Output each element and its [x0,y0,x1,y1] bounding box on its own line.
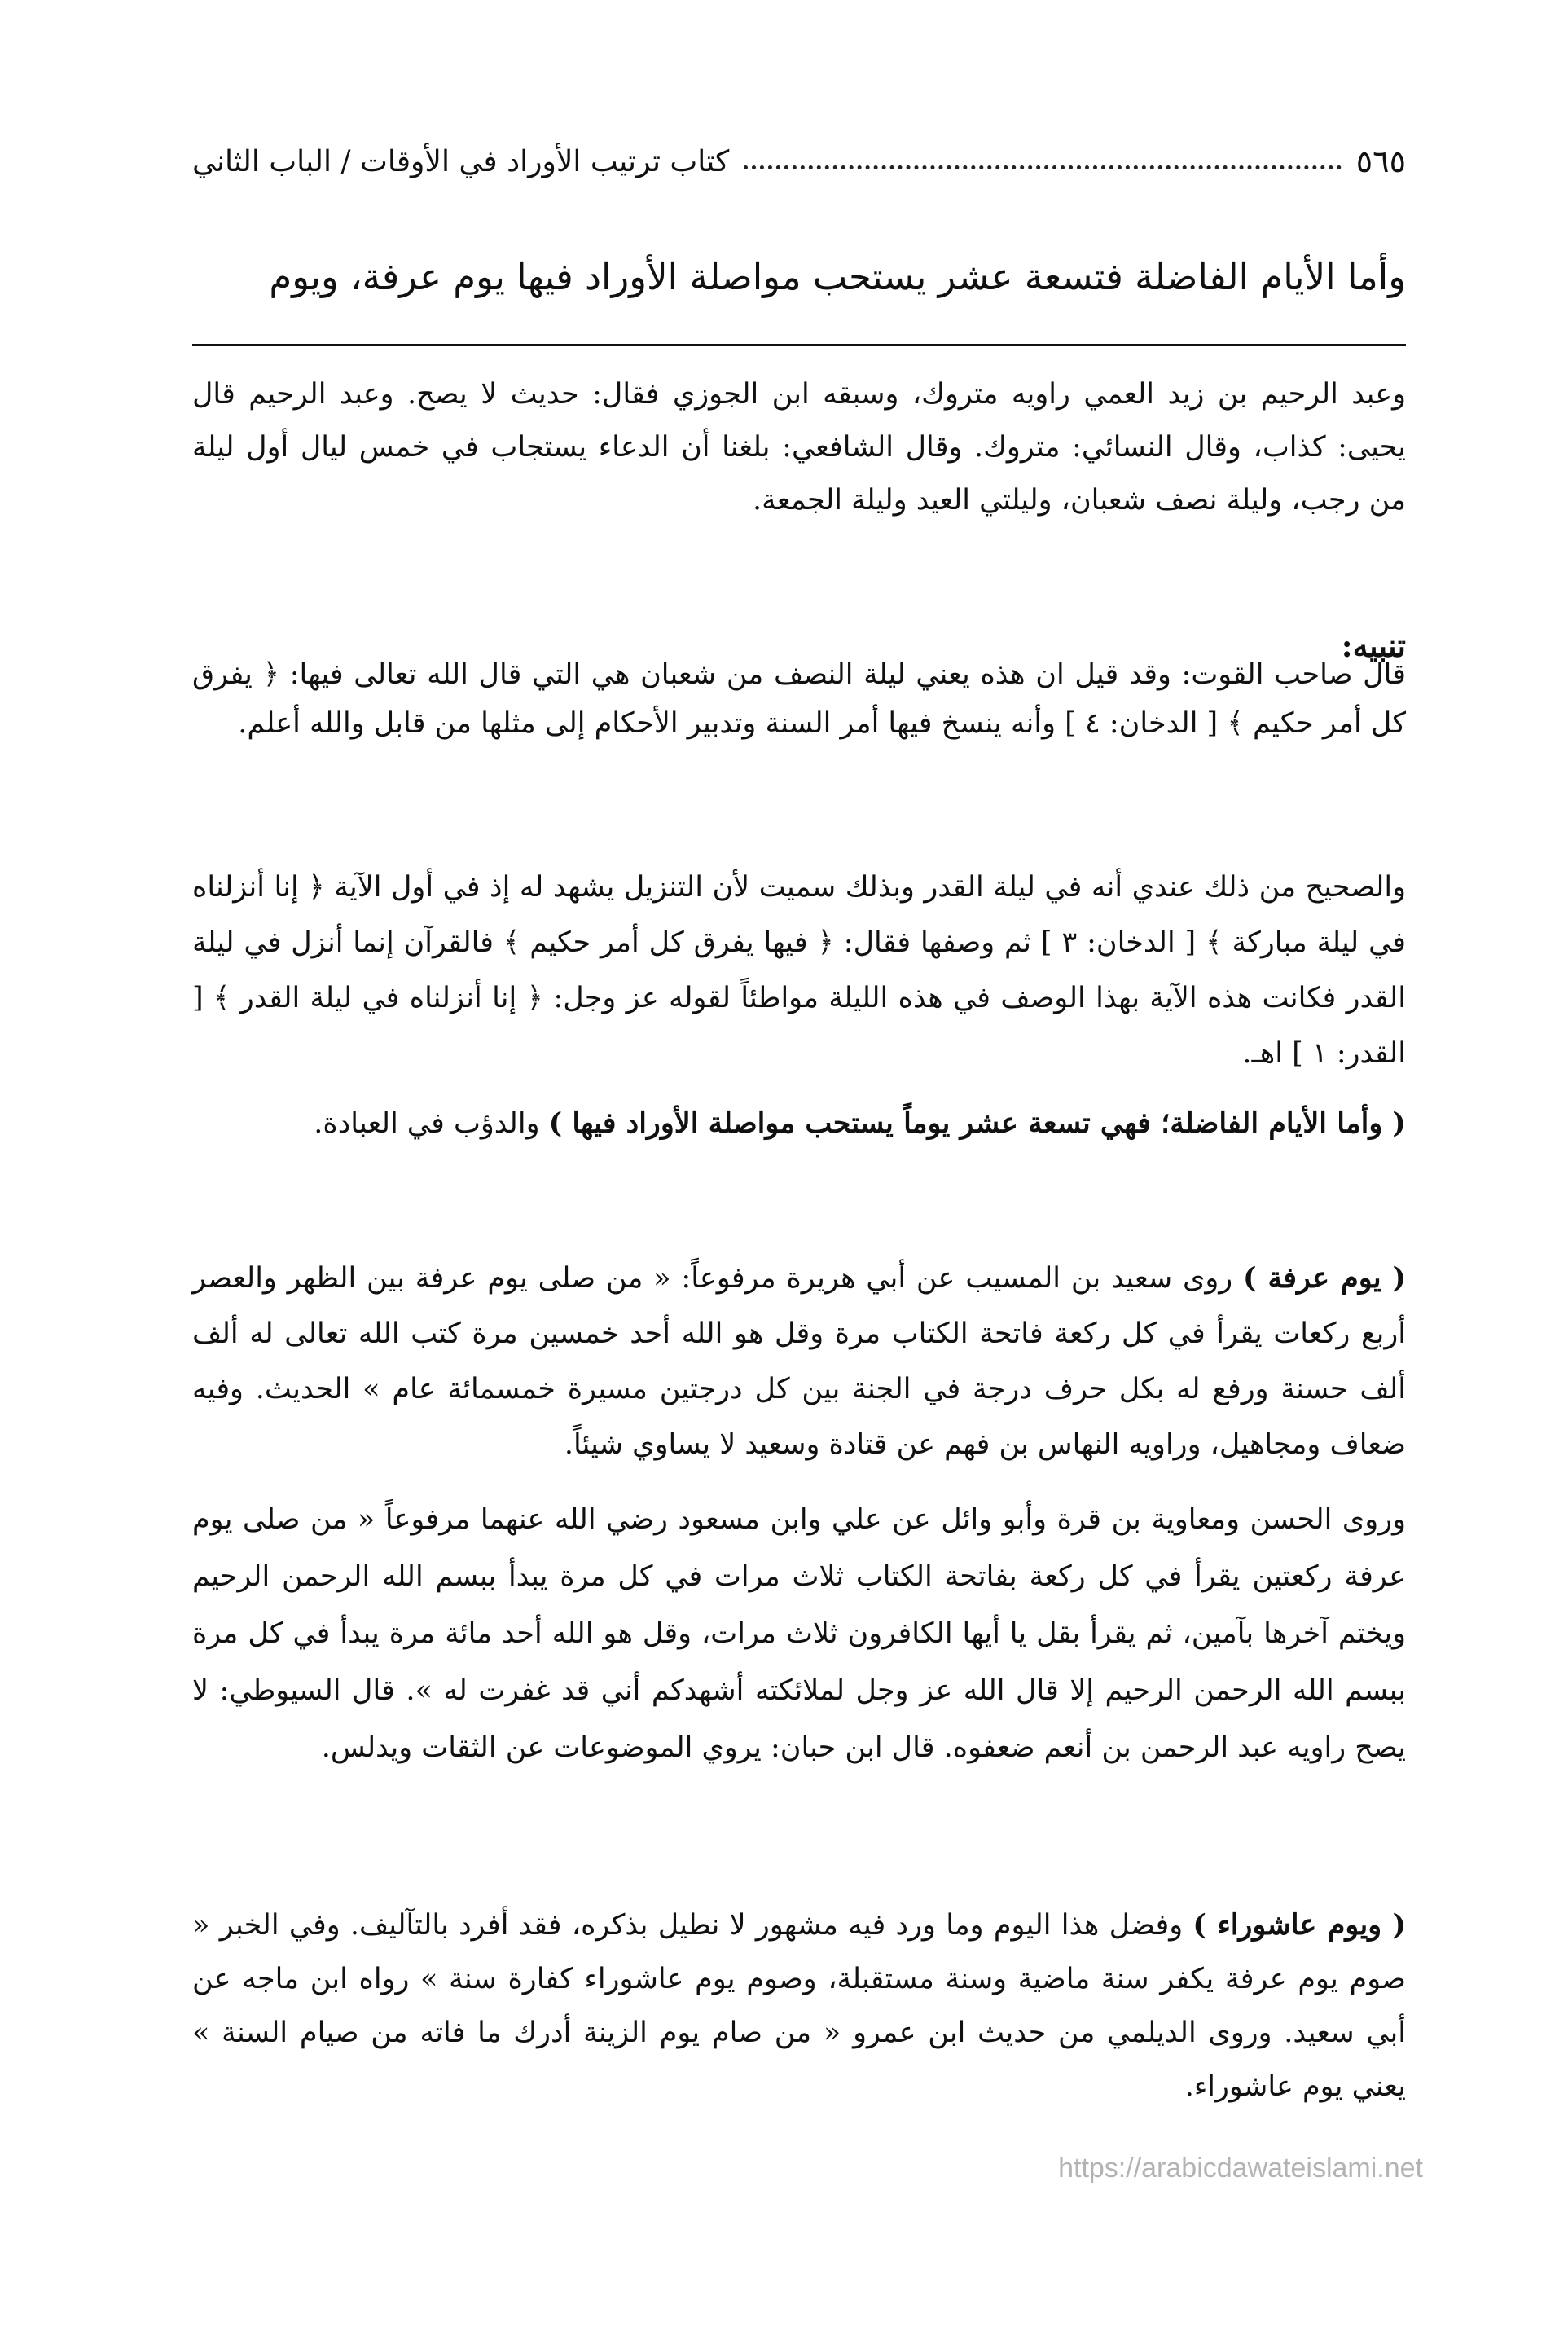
paragraph-sahih: والصحيح من ذلك عندي أنه في ليلة القدر وبذلك سميت لأن التنزيل يشهد له إذ في أول الآية ﴿ إنا أنزلناه في ليلة مباركة ﴾ [ الدخان: ٣ ] ثم وصفها فقال: ﴿ فيها يفرق كل أمر حكيم ﴾ فالقرآن إنما أنزل في ليلة القدر فكانت هذه الآية بهذا الوصف في هذه الليلة مواطئاً لقوله عز وجل: ﴿ إنا أنزلناه في ليلة القدر ﴾ [ القدر: ١ ] اهـ. [192,871,1406,1070]
paragraph-arafa-lead: ( يوم عرفة ) [1243,1261,1407,1295]
chapter-title: كتاب ترتيب الأوراد في الأوقات / الباب الثاني [192,144,730,178]
paragraph-arafa-rest: روى سعيد بن المسيب عن أبي هريرة مرفوعاً: « من صلى يوم عرفة بين الظهر والعصر أربع ركعات يقرأ في كل ركعة فاتحة الكتاب مرة وقل هو الله أحد خمسين مرة كتب الله تعالى له ألف ألف حسنة ورفع له بكل حرف درجة في الجنة بين كل درجتين مسيرة خمسمائة عام » الحديث. وفيه ضعاف ومجاهيل، وراويه النهاس بن فهم عن قتادة وسعيد لا يساوي شيئاً. [192,1262,1406,1461]
watermark-url: https://arabicdawateislami.net [1058,2153,1423,2184]
paragraph-ayyam [192,1096,1406,1151]
paragraph-arafa [192,1251,1406,1472]
paragraph-ashura-rest: وفضل هذا اليوم وما ورد فيه مشهور لا نطيل بذكره، فقد أفرد بالتآليف. وفي الخبر « صوم يوم عرفة يكفر سنة ماضية وسنة مستقبلة، وصوم يوم عاشوراء كفارة سنة » رواه ابن ماجه عن أبي سعيد. وروى الديلمي من حديث ابن عمرو « من صام يوم الزينة أدرك ما فاته من صيام السنة » يعني يوم عاشوراء. [192,1909,1406,2103]
notice-text: قال صاحب القوت: وقد قيل ان هذه يعني ليلة النصف من شعبان هي التي قال الله تعالى فيها: ﴿ يفرق كل أمر حكيم ﴾ [ الدخان: ٤ ] وأنه ينسخ فيها أمر السنة وتدبير الأحكام إلى مثلها من قابل والله أعلم. [192,658,1406,740]
page-number: ٥٦٥ [1355,143,1406,179]
paragraph-ashura-lead: ( ويوم عاشوراء ) [1192,1908,1406,1942]
paragraph-ayyam-lead: ( وأما الأيام الفاضلة؛ فهي تسعة عشر يوماً يستحب مواصلة الأوراد فيها ) [548,1106,1406,1140]
footnote-divider [192,344,1406,346]
notice-heading: تنبيه: [1341,627,1406,664]
footnote-text: وعبد الرحيم بن زيد العمي راويه متروك، وسبقه ابن الجوزي فقال: حديث لا يصح. وعبد الرحيم قال يحيى: كذاب، وقال النسائي: متروك. وقال الشافعي: بلغنا أن الدعاء يستجاب في خمس ليال أول ليلة من رجب، وليلة نصف شعبان، وليلتي العيد وليلة الجمعة. [192,378,1406,517]
leader-dots [744,165,1341,169]
paragraph-ashura [192,1898,1406,2114]
main-text-line: وأما الأيام الفاضلة فتسعة عشر يستحب مواصلة الأوراد فيها يوم عرفة، ويوم [269,255,1406,298]
paragraph-ayyam-rest: والدؤب في العبادة. [314,1107,549,1140]
paragraph-hasan: وروى الحسن ومعاوية بن قرة وأبو وائل عن علي وابن مسعود رضي الله عنهما مرفوعاً « من صلى يوم عرفة ركعتين يقرأ في كل ركعة بفاتحة الكتاب ثلاث مرات في كل مرة يبدأ ببسم الله الرحمن الرحيم ويختم آخرها بآمين، ثم يقرأ بقل يا أيها الكافرون ثلاث مرات، وقل هو الله أحد مائة مرة يبدأ في كل مرة ببسم الله الرحمن الرحيم إلا قال الله عز وجل لملائكته أشهدكم أني قد غفرت له ». قال السيوطي: لا يصح راويه عبد الرحمن بن أنعم ضعفوه. قال ابن حبان: يروي الموضوعات عن الثقات ويدلس. [192,1503,1406,1764]
running-header [192,137,1406,186]
